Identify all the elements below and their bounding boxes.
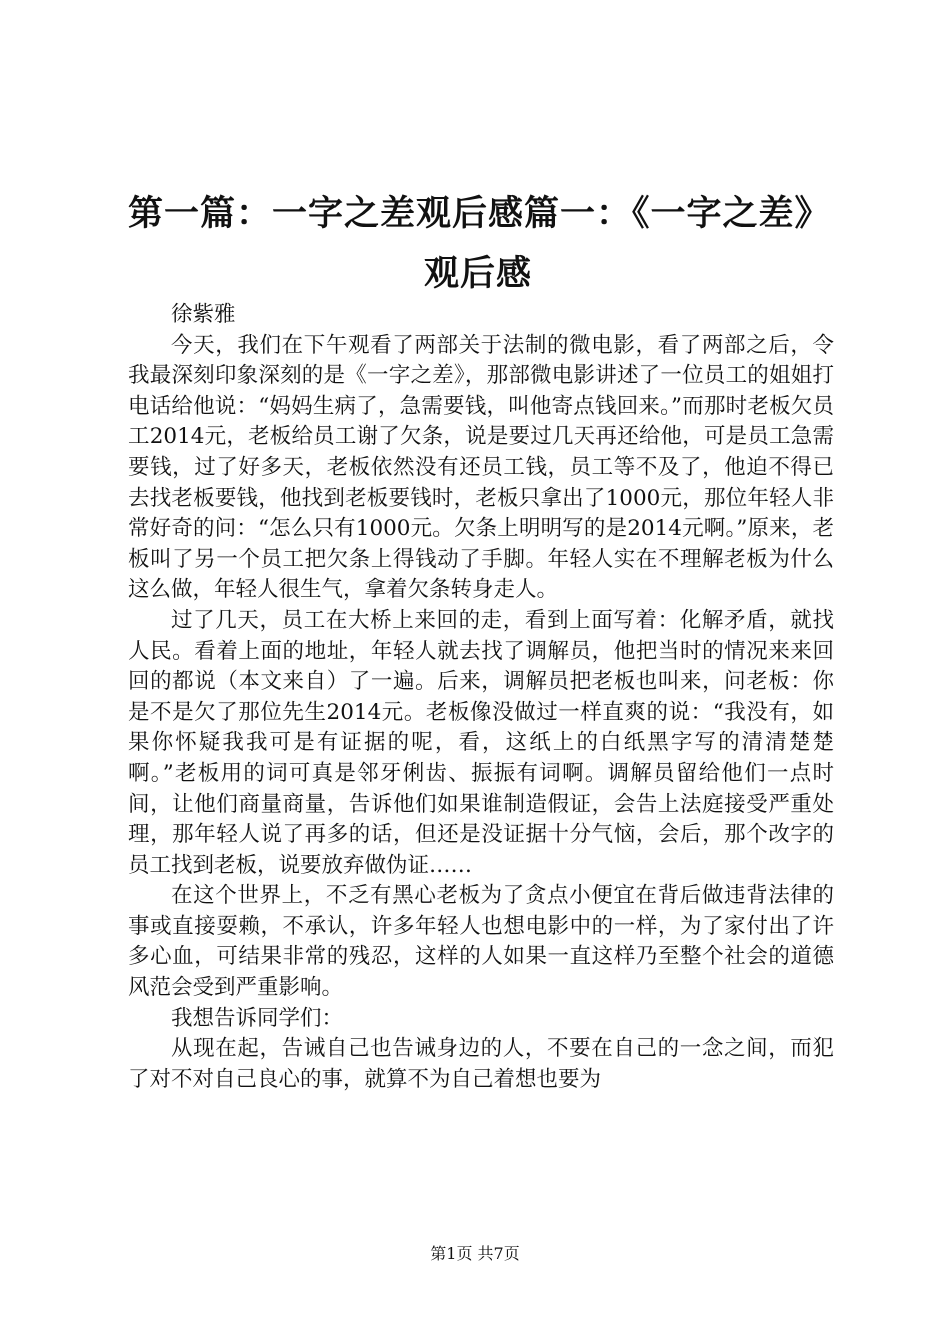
author-line: 徐紫雅 — [171, 302, 236, 327]
document-body — [128, 300, 834, 1095]
paragraph: 从现在起，告诫自己也告诫身边的人，不要在自己的一念之间，而犯了对不对自己良心的事，就算不为自己着想也要为 — [128, 1036, 834, 1092]
title-line-2: 观后感 — [423, 253, 532, 294]
title-line-1: 第一篇：一字之差观后感篇一：《一字之差》 — [128, 193, 831, 234]
document-title — [128, 184, 831, 304]
paragraph: 我想告诉同学们： — [171, 1005, 344, 1031]
paragraph: 在这个世界上，不乏有黑心老板为了贪点小便宜在背后做违背法律的事或直接耍赖，不承认，许多年轻人也想电影中的一样，为了家付出了许多心血，可结果非常的残忍，这样的人如果一直这样乃至整个社会的道德风范会受到严重影响。 — [128, 883, 834, 1001]
page-number-footer: 第1页 共7页 — [430, 1244, 520, 1263]
paragraph: 今天，我们在下午观看了两部关于法制的微电影，看了两部之后，令我最深刻印象深刻的是《一字之差》，那部微电影讲述了一位员工的姐姐打电话给他说：“妈妈生病了，急需要钱，叫他寄点钱回来。”而那时老板欠员工2014元，老板给员工谢了欠条，说是要过几天再还给他，可是员工急需要钱，过了好多天，老板依然没有还员工钱，员工等不及了，他迫不得已去找老板要钱，他找到老板要钱时，老板只拿出了1000元，那位年轻人非常好奇的问：“怎么只有1000元。欠条上明明写的是2014元啊。”原来，老板叫了另一个员工把欠条上得钱动了手脚。年轻人实在不理解老板为什么这么做，年轻人很生气，拿着欠条转身走人。 — [128, 332, 834, 603]
paragraph: 过了几天，员工在大桥上来回的走，看到上面写着：化解矛盾，就找人民。看着上面的地址，年轻人就去找了调解员，他把当时的情况来来回回的都说（本文来自）了一遍。后来，调解员把老板也叫来，问老板：你是不是欠了那位先生2014元。老板像没做过一样直爽的说：“我没有，如果你怀疑我我可是有证据的呢，看，这纸上的白纸黑字写的清清楚楚啊。”老板用的词可真是邻牙俐齿、振振有词啊。调解员留给他们一点时间，让他们商量商量，告诉他们如果谁制造假证，会告上法庭接受严重处理，那年轻人说了再多的话，但还是没证据十分气恼，会后，那个改字的员工找到老板，说要放弃做伪证…… — [128, 607, 834, 878]
